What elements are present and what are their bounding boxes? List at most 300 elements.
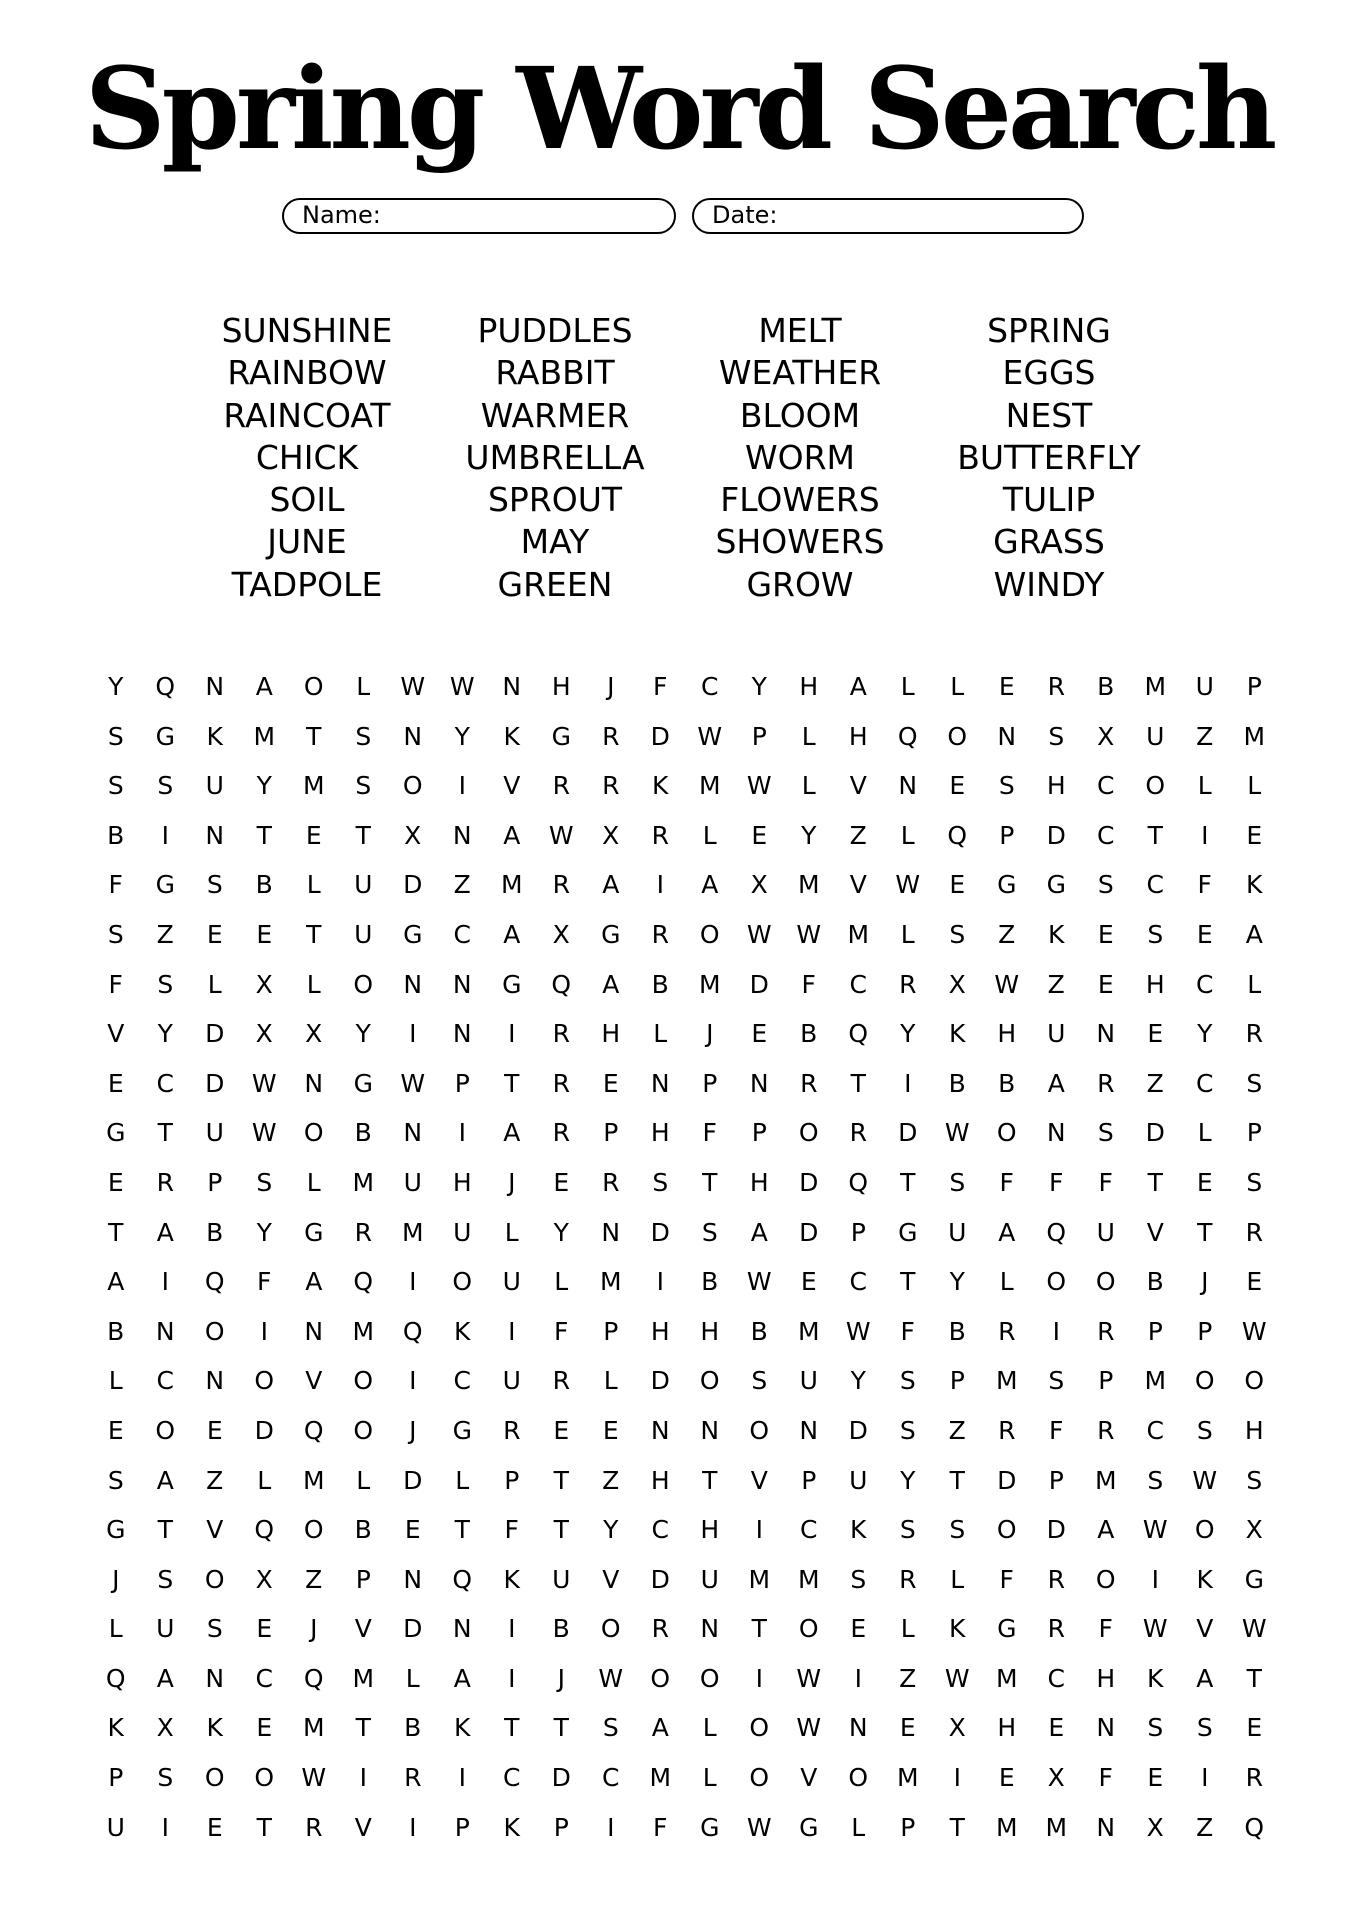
grid-letter[interactable]: S [157,771,174,801]
grid-letter[interactable]: L [108,1366,123,1396]
grid-letter[interactable]: L [1247,969,1262,999]
grid-letter[interactable]: G [601,919,621,949]
grid-letter[interactable]: R [998,1415,1016,1445]
grid-letter[interactable]: D [749,969,769,999]
grid-letter[interactable]: M [1243,721,1266,751]
grid-letter[interactable]: I [1201,1763,1209,1793]
grid-letter[interactable]: S [355,721,372,751]
grid-letter[interactable]: I [161,1812,169,1842]
grid-letter[interactable]: W [1142,1614,1168,1644]
grid-letter[interactable]: E [256,1614,273,1644]
grid-letter[interactable]: V [305,1366,323,1396]
grid-letter[interactable]: V [1146,1217,1164,1247]
grid-letter[interactable]: T [553,1713,569,1743]
grid-letter[interactable]: M [797,1564,820,1594]
grid-letter[interactable]: N [601,1217,621,1247]
grid-letter[interactable]: V [800,1763,818,1793]
grid-letter[interactable]: D [650,1366,670,1396]
grid-letter[interactable]: S [1246,1167,1263,1197]
grid-letter[interactable]: U [453,1217,472,1247]
grid-letter[interactable]: U [1146,721,1165,751]
grid-letter[interactable]: L [801,771,816,801]
grid-letter[interactable]: A [156,1663,174,1693]
grid-letter[interactable]: L [900,919,915,949]
grid-letter[interactable]: C [453,919,471,949]
grid-letter[interactable]: D [650,721,670,751]
grid-letter[interactable]: E [1246,1713,1263,1743]
grid-letter[interactable]: V [1196,1614,1214,1644]
grid-letter[interactable]: E [553,1415,570,1445]
grid-letter[interactable]: U [849,1465,868,1495]
grid-letter[interactable]: S [899,1515,916,1545]
grid-letter[interactable]: M [797,870,820,900]
grid-letter[interactable]: R [1245,1763,1263,1793]
grid-letter[interactable]: P [999,820,1015,850]
grid-letter[interactable]: J [1201,1267,1209,1297]
grid-letter[interactable]: C [1047,1663,1065,1693]
grid-letter[interactable]: E [107,1167,124,1197]
grid-letter[interactable]: W [449,672,475,701]
grid-letter[interactable]: O [699,1366,720,1396]
grid-letter[interactable]: N [1096,1713,1116,1743]
grid-letter[interactable]: P [751,1118,767,1148]
grid-letter[interactable]: P [850,1217,866,1247]
grid-letter[interactable]: F [702,1118,717,1148]
grid-letter[interactable]: T [751,1614,767,1644]
grid-letter[interactable]: S [107,919,124,949]
grid-letter[interactable]: B [1146,1267,1164,1297]
grid-letter[interactable]: J [112,1564,120,1594]
grid-letter[interactable]: R [1047,1564,1065,1594]
grid-letter[interactable]: B [651,969,669,999]
grid-letter[interactable]: P [108,1763,124,1793]
grid-letter[interactable]: C [255,1663,273,1693]
grid-letter[interactable]: C [1097,771,1115,801]
grid-letter[interactable]: M [352,1316,375,1346]
grid-letter[interactable]: B [354,1118,372,1148]
grid-letter[interactable]: B [948,1068,966,1098]
grid-letter[interactable]: Q [105,1663,126,1693]
grid-letter[interactable]: A [305,1267,323,1297]
grid-letter[interactable]: S [157,969,174,999]
grid-letter[interactable]: S [157,1564,174,1594]
grid-letter[interactable]: R [404,1763,422,1793]
grid-letter[interactable]: D [799,1217,819,1247]
grid-letter[interactable]: P [900,1812,916,1842]
grid-letter[interactable]: X [255,969,273,999]
grid-letter[interactable]: M [698,771,721,801]
grid-letter[interactable]: P [1048,1465,1064,1495]
grid-letter[interactable]: S [1048,1366,1065,1396]
grid-letter[interactable]: H [749,1167,769,1197]
grid-letter[interactable]: F [108,969,123,999]
grid-letter[interactable]: O [353,969,374,999]
grid-letter[interactable]: M [253,721,276,751]
grid-letter[interactable]: R [552,771,570,801]
grid-letter[interactable]: Z [602,1465,620,1495]
grid-letter[interactable]: E [751,1019,768,1049]
grid-letter[interactable]: O [798,1118,819,1148]
grid-letter[interactable]: A [1047,1068,1065,1098]
grid-letter[interactable]: X [948,1713,966,1743]
grid-letter[interactable]: C [651,1515,669,1545]
grid-letter[interactable]: W [697,721,723,751]
grid-letter[interactable]: G [551,721,571,751]
grid-letter[interactable]: E [256,919,273,949]
grid-letter[interactable]: Y [900,1019,916,1049]
grid-letter[interactable]: T [454,1515,470,1545]
grid-letter[interactable]: B [1097,672,1115,701]
grid-letter[interactable]: R [503,1415,521,1445]
grid-letter[interactable]: K [107,1713,124,1743]
grid-letter[interactable]: B [354,1515,372,1545]
grid-letter[interactable]: L [900,1614,915,1644]
grid-letter[interactable]: G [403,919,423,949]
grid-letter[interactable]: A [1196,1663,1214,1693]
grid-letter[interactable]: X [156,1713,174,1743]
grid-letter[interactable]: D [403,870,423,900]
grid-letter[interactable]: E [1048,1713,1065,1743]
grid-letter[interactable]: T [553,1515,569,1545]
date-field[interactable] [692,198,1084,234]
grid-letter[interactable]: L [455,1465,470,1495]
grid-letter[interactable]: P [702,1068,718,1098]
grid-letter[interactable]: V [354,1614,372,1644]
grid-letter[interactable]: Y [157,1019,173,1049]
grid-letter[interactable]: L [257,1465,272,1495]
grid-letter[interactable]: H [650,1316,670,1346]
grid-letter[interactable]: D [551,1763,571,1793]
grid-letter[interactable]: X [750,870,768,900]
grid-letter[interactable]: R [651,919,669,949]
grid-letter[interactable]: Y [108,672,124,701]
grid-letter[interactable]: O [749,1415,770,1445]
grid-letter[interactable]: O [1244,1366,1265,1396]
grid-letter[interactable]: S [1196,1415,1213,1445]
grid-letter[interactable]: L [405,1663,420,1693]
grid-letter[interactable]: V [503,771,521,801]
grid-letter[interactable]: I [1151,1564,1159,1594]
grid-letter[interactable]: E [1196,1167,1213,1197]
grid-letter[interactable]: N [650,1068,670,1098]
grid-letter[interactable]: W [796,1713,822,1743]
grid-letter[interactable]: M [896,1763,919,1793]
grid-letter[interactable]: R [1047,672,1065,701]
grid-letter[interactable]: E [1097,969,1114,999]
grid-letter[interactable]: K [206,1713,223,1743]
grid-letter[interactable]: W [301,1763,327,1793]
grid-letter[interactable]: G [155,721,175,751]
grid-letter[interactable]: S [949,919,966,949]
grid-letter[interactable]: H [848,721,868,751]
grid-letter[interactable]: F [999,1167,1014,1197]
grid-letter[interactable]: P [1098,1366,1114,1396]
grid-letter[interactable]: N [898,771,918,801]
grid-letter[interactable]: R [899,1564,917,1594]
grid-letter[interactable]: U [106,1812,125,1842]
grid-letter[interactable]: I [1201,820,1209,850]
grid-letter[interactable]: D [799,1167,819,1197]
grid-letter[interactable]: A [453,1663,471,1693]
grid-letter[interactable]: V [107,1019,125,1049]
grid-letter[interactable]: A [849,672,867,701]
grid-letter[interactable]: Q [303,1663,324,1693]
grid-letter[interactable]: X [255,1019,273,1049]
grid-letter[interactable]: A [602,870,620,900]
grid-letter[interactable]: U [799,1366,818,1396]
grid-letter[interactable]: R [552,870,570,900]
grid-letter[interactable]: E [206,1812,223,1842]
grid-letter[interactable]: Q [1244,1812,1265,1842]
grid-letter[interactable]: H [452,1167,472,1197]
grid-letter[interactable]: C [1196,969,1214,999]
grid-letter[interactable]: H [1096,1663,1116,1693]
grid-letter[interactable]: U [403,1167,422,1197]
grid-letter[interactable]: V [206,1515,224,1545]
grid-letter[interactable]: M [797,1316,820,1346]
grid-letter[interactable]: W [994,969,1020,999]
grid-letter[interactable]: T [256,1812,272,1842]
grid-letter[interactable]: F [1197,870,1212,900]
grid-letter[interactable]: S [701,1217,718,1247]
grid-letter[interactable]: I [458,1118,466,1148]
grid-letter[interactable]: D [205,1019,225,1049]
grid-letter[interactable]: D [848,1415,868,1445]
grid-letter[interactable]: O [749,1763,770,1793]
grid-letter[interactable]: I [1052,1316,1060,1346]
grid-letter[interactable]: N [997,721,1017,751]
grid-letter[interactable]: E [305,820,322,850]
name-field[interactable] [282,198,676,234]
grid-letter[interactable]: B [948,1316,966,1346]
grid-letter[interactable]: A [255,672,273,701]
grid-letter[interactable]: W [746,771,772,801]
grid-letter[interactable]: M [698,969,721,999]
grid-letter[interactable]: S [206,1614,223,1644]
grid-letter[interactable]: G [799,1812,819,1842]
grid-letter[interactable]: N [799,1415,819,1445]
grid-letter[interactable]: U [354,870,373,900]
grid-letter[interactable]: I [953,1763,961,1793]
grid-letter[interactable]: I [755,1515,763,1545]
grid-letter[interactable]: K [949,1019,966,1049]
grid-letter[interactable]: K [503,1564,520,1594]
grid-letter[interactable]: S [998,771,1015,801]
grid-letter[interactable]: Q [402,1316,423,1346]
grid-letter[interactable]: Z [899,1663,917,1693]
grid-letter[interactable]: K [949,1614,966,1644]
grid-letter[interactable]: W [400,1068,426,1098]
grid-letter[interactable]: N [205,672,225,701]
grid-letter[interactable]: I [359,1763,367,1793]
grid-letter[interactable]: R [1097,1316,1115,1346]
grid-letter[interactable]: B [255,870,273,900]
grid-letter[interactable]: M [302,771,325,801]
grid-letter[interactable]: A [156,1217,174,1247]
grid-letter[interactable]: Y [256,1217,272,1247]
grid-letter[interactable]: Y [751,672,767,701]
grid-letter[interactable]: G [1244,1564,1264,1594]
grid-letter[interactable]: U [700,1564,719,1594]
grid-letter[interactable]: C [701,672,719,701]
grid-letter[interactable]: L [1197,1118,1212,1148]
grid-letter[interactable]: F [653,1812,668,1842]
grid-letter[interactable]: M [748,1564,771,1594]
grid-letter[interactable]: S [949,1167,966,1197]
grid-letter[interactable]: A [503,820,521,850]
grid-letter[interactable]: S [1246,1465,1263,1495]
grid-letter[interactable]: Z [1047,969,1065,999]
grid-letter[interactable]: X [552,919,570,949]
grid-letter[interactable]: F [504,1515,519,1545]
grid-letter[interactable]: E [1246,820,1263,850]
grid-letter[interactable]: K [652,771,669,801]
grid-letter[interactable]: M [352,1167,375,1197]
grid-letter[interactable]: E [602,1068,619,1098]
grid-letter[interactable]: C [503,1763,521,1793]
grid-letter[interactable]: O [996,1515,1017,1545]
grid-letter[interactable]: L [900,672,915,701]
grid-letter[interactable]: T [306,721,322,751]
grid-letter[interactable]: H [551,672,571,701]
grid-letter[interactable]: R [552,1019,570,1049]
grid-letter[interactable]: C [849,969,867,999]
grid-letter[interactable]: I [607,1812,615,1842]
grid-letter[interactable]: Y [355,1019,371,1049]
grid-letter[interactable]: Q [155,672,176,701]
grid-letter[interactable]: U [502,1267,521,1297]
grid-letter[interactable]: I [161,1267,169,1297]
grid-letter[interactable]: L [1247,771,1262,801]
grid-letter[interactable]: T [504,1713,520,1743]
grid-letter[interactable]: P [1246,672,1262,701]
grid-letter[interactable]: Q [551,969,572,999]
grid-letter[interactable]: T [157,1515,173,1545]
grid-letter[interactable]: F [108,870,123,900]
grid-letter[interactable]: I [409,1019,417,1049]
grid-letter[interactable]: O [650,1663,671,1693]
grid-letter[interactable]: O [353,1415,374,1445]
grid-letter[interactable]: N [304,1068,324,1098]
grid-letter[interactable]: M [500,870,523,900]
grid-letter[interactable]: S [1147,919,1164,949]
grid-letter[interactable]: R [552,1366,570,1396]
grid-letter[interactable]: P [504,1465,520,1495]
grid-letter[interactable]: R [602,771,620,801]
grid-letter[interactable]: E [553,1167,570,1197]
grid-letter[interactable]: E [800,1267,817,1297]
grid-letter[interactable]: O [996,1118,1017,1148]
grid-letter[interactable]: W [796,919,822,949]
grid-letter[interactable]: D [1145,1118,1165,1148]
grid-letter[interactable]: U [354,919,373,949]
grid-letter[interactable]: L [702,820,717,850]
grid-letter[interactable]: L [306,870,321,900]
grid-letter[interactable]: L [554,1267,569,1297]
grid-letter[interactable]: V [849,771,867,801]
grid-letter[interactable]: N [1096,1019,1116,1049]
grid-letter[interactable]: T [1147,1167,1163,1197]
grid-letter[interactable]: X [305,1019,323,1049]
grid-letter[interactable]: B [552,1614,570,1644]
grid-letter[interactable]: L [999,1267,1014,1297]
grid-letter[interactable]: M [1094,1465,1117,1495]
grid-letter[interactable]: E [206,1415,223,1445]
grid-letter[interactable]: A [107,1267,125,1297]
grid-letter[interactable]: O [749,1713,770,1743]
grid-letter[interactable]: A [998,1217,1016,1247]
grid-letter[interactable]: G [898,1217,918,1247]
grid-letter[interactable]: Y [850,1366,866,1396]
grid-letter[interactable]: S [355,771,372,801]
grid-letter[interactable]: G [1046,870,1066,900]
grid-letter[interactable]: F [801,969,816,999]
grid-letter[interactable]: L [356,1465,371,1495]
grid-letter[interactable]: M [302,1465,325,1495]
grid-letter[interactable]: B [107,1316,125,1346]
grid-letter[interactable]: F [257,1267,272,1297]
grid-letter[interactable]: B [998,1068,1016,1098]
grid-letter[interactable]: Y [454,721,470,751]
grid-letter[interactable]: Y [603,1515,619,1545]
grid-letter[interactable]: Z [305,1564,323,1594]
grid-letter[interactable]: L [950,1564,965,1594]
grid-letter[interactable]: S [1097,1118,1114,1148]
grid-letter[interactable]: S [107,721,124,751]
grid-letter[interactable]: G [106,1118,126,1148]
grid-letter[interactable]: T [949,1812,965,1842]
grid-letter[interactable]: D [254,1415,274,1445]
grid-letter[interactable]: N [700,1415,720,1445]
grid-letter[interactable]: W [1192,1465,1218,1495]
grid-letter[interactable]: C [1097,820,1115,850]
grid-letter[interactable]: A [701,870,719,900]
grid-letter[interactable]: N [650,1415,670,1445]
grid-letter[interactable]: J [310,1614,318,1644]
grid-letter[interactable]: J [409,1415,417,1445]
grid-letter[interactable]: O [155,1415,176,1445]
grid-letter[interactable]: D [1046,1515,1066,1545]
grid-letter[interactable]: M [1144,672,1167,701]
grid-letter[interactable]: Q [303,1415,324,1445]
grid-letter[interactable]: K [1147,1663,1164,1693]
grid-letter[interactable]: A [602,969,620,999]
grid-letter[interactable]: Z [849,820,867,850]
grid-letter[interactable]: E [850,1614,867,1644]
grid-letter[interactable]: Q [254,1515,275,1545]
grid-letter[interactable]: T [1147,820,1163,850]
grid-letter[interactable]: C [602,1763,620,1793]
grid-letter[interactable]: O [452,1267,473,1297]
grid-letter[interactable]: S [1147,1465,1164,1495]
grid-letter[interactable]: Q [353,1267,374,1297]
grid-letter[interactable]: E [949,771,966,801]
grid-letter[interactable]: I [854,1663,862,1693]
grid-letter[interactable]: I [508,1663,516,1693]
grid-letter[interactable]: X [1245,1515,1263,1545]
grid-letter[interactable]: R [354,1217,372,1247]
grid-letter[interactable]: Q [947,820,968,850]
grid-letter[interactable]: Z [206,1465,224,1495]
grid-letter[interactable]: O [1194,1366,1215,1396]
grid-letter[interactable]: J [508,1167,516,1197]
grid-letter[interactable]: N [452,1019,472,1049]
grid-letter[interactable]: F [653,672,668,701]
grid-letter[interactable]: R [1245,1217,1263,1247]
grid-letter[interactable]: B [107,820,125,850]
grid-letter[interactable]: C [156,1068,174,1098]
grid-letter[interactable]: N [155,1316,175,1346]
